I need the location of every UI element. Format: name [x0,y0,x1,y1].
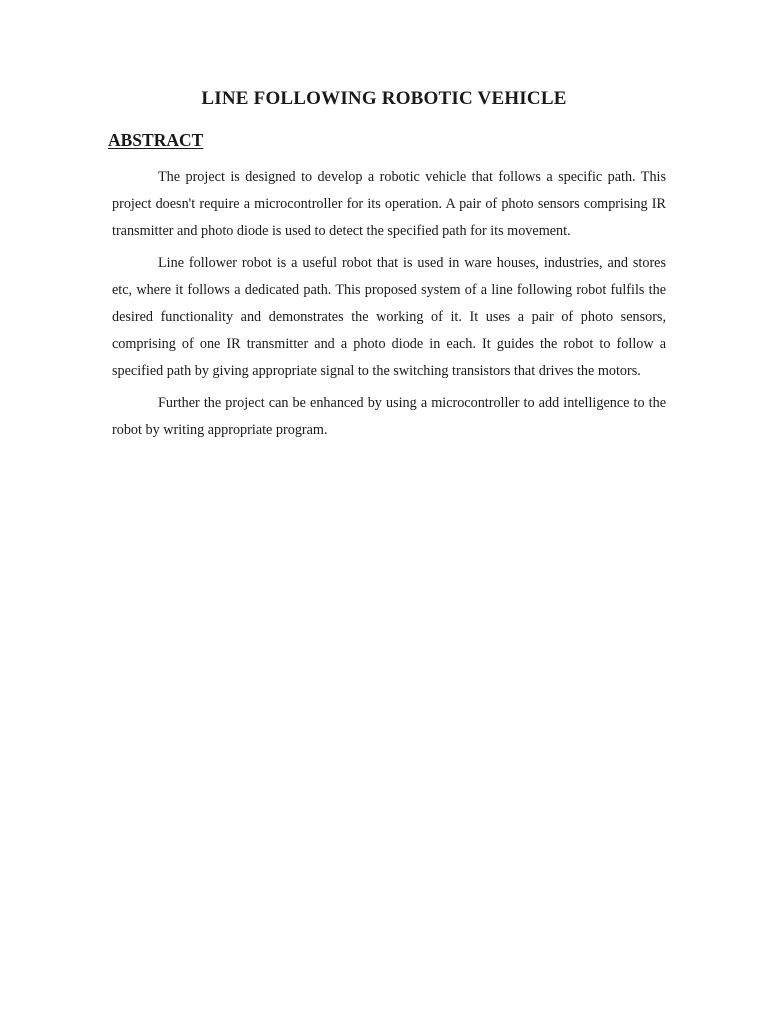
section-heading-abstract: ABSTRACT [108,130,204,150]
abstract-body [112,164,666,450]
paragraph-1: The project is designed to develop a robotic vehicle that follows a specific path. This project doesn't require a microcontroller for its operation. A pair of photo sensors comprising IR transmitter and photo diode is used to detect the specified path for its movement. [112,169,666,239]
paragraph-3: Further the project can be enhanced by using a microcontroller to add intelligence to the robot by writing appropriate program. [112,395,666,439]
document-title: LINE FOLLOWING ROBOTIC VEHICLE [201,88,567,109]
paragraph-2: Line follower robot is a useful robot that is used in ware houses, industries, and stores etc, where it follows a dedicated path. This proposed system of a line following robot fulfils the desired functionality and demonstrates the working of it. It uses a pair of photo sensors, comprising of one IR transmitter and a photo diode in each. It guides the robot to follow a specified path by giving appropriate signal to the switching transistors that drives the motors. [112,255,666,379]
